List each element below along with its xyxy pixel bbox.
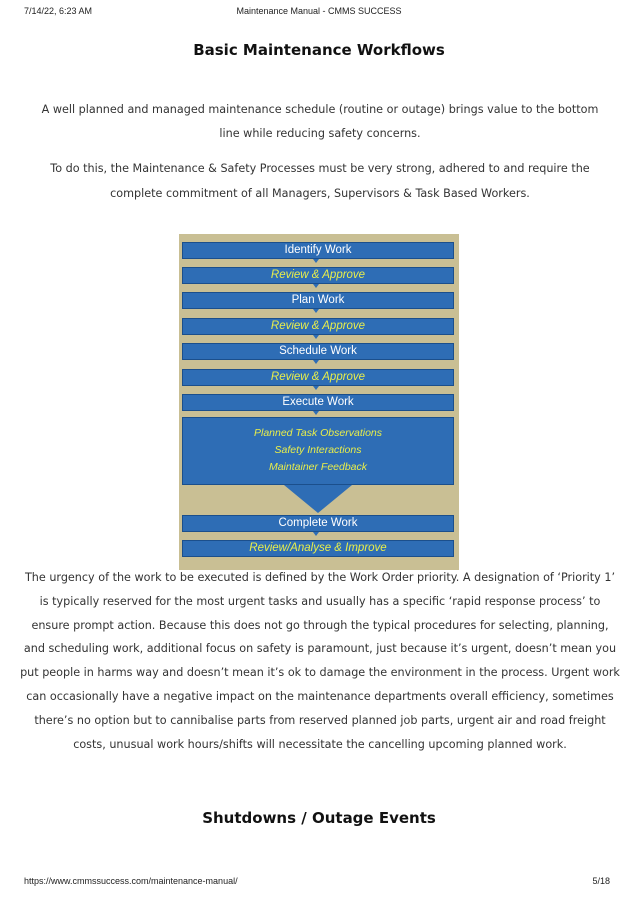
execution-activities-box <box>182 417 454 485</box>
step-review-approve-1: Review & Approve <box>182 267 454 284</box>
arrow-down-icon <box>313 259 319 263</box>
section-heading-workflows: Basic Maintenance Workflows <box>193 41 445 59</box>
intro-paragraph: A well planned and managed maintenance schedule (routine or outage) brings value to the bottom line while reducing safety concerns. <box>41 103 599 140</box>
urgency-paragraph: The urgency of the work to be executed is defined by the Work Order priority. A designation of ‘Priority 1’ is typically reserved for the most urgent tasks and usually has a specific ‘rapid response process’ to ensure prompt action. Because this does not go through the typical procedures for selecting, planning, and scheduling work, additional focus on safety is paramount, just because it’s urgent, doesn’t mean you put people in harms way and doesn’t mean it’s ok to damage the environment in the process. Urgent work can occasionally have a negative impact on the maintenance departments overall efficiency, sometimes there’s no option but to cannibalise parts from reserved planned job parts, urgent air and road freight costs, unusual work hours/shifts will necessitate the cancelling upcoming planned work. <box>20 571 620 751</box>
arrow-down-icon <box>313 411 319 415</box>
planned-task-observations: Planned Task Observations <box>253 427 383 439</box>
arrow-down-icon <box>313 309 319 313</box>
arrow-down-icon <box>313 386 319 390</box>
arrow-down-icon <box>313 360 319 364</box>
arrow-down-icon <box>313 532 319 536</box>
step-review-analyse-improve: Review/Analyse & Improve <box>182 540 454 557</box>
page-url: https://www.cmmssuccess.com/maintenance-manual/ <box>24 876 238 886</box>
step-complete-work: Complete Work <box>182 515 454 532</box>
step-execute-work: Execute Work <box>182 394 454 411</box>
step-review-approve-3: Review & Approve <box>182 369 454 386</box>
maintainer-feedback: Maintainer Feedback <box>268 461 368 473</box>
section-heading-shutdowns: Shutdowns / Outage Events <box>202 809 436 827</box>
arrow-down-icon <box>313 284 319 288</box>
step-review-approve-2: Review & Approve <box>182 318 454 335</box>
large-arrow-down-icon <box>284 485 352 513</box>
arrow-down-icon <box>313 335 319 339</box>
step-schedule-work: Schedule Work <box>182 343 454 360</box>
process-paragraph: To do this, the Maintenance & Safety Processes must be very strong, adhered to and require the complete commitment of all Managers, Supervisors & Task Based Workers. <box>50 162 590 200</box>
safety-interactions: Safety Interactions <box>274 444 362 456</box>
page-number: 5/18 <box>592 876 610 886</box>
step-identify-work: Identify Work <box>182 242 454 259</box>
print-datetime: 7/14/22, 6:23 AM <box>24 6 93 16</box>
step-plan-work: Plan Work <box>182 292 454 309</box>
workflow-diagram <box>179 234 459 570</box>
print-page-title: Maintenance Manual - CMMS SUCCESS <box>236 6 402 16</box>
